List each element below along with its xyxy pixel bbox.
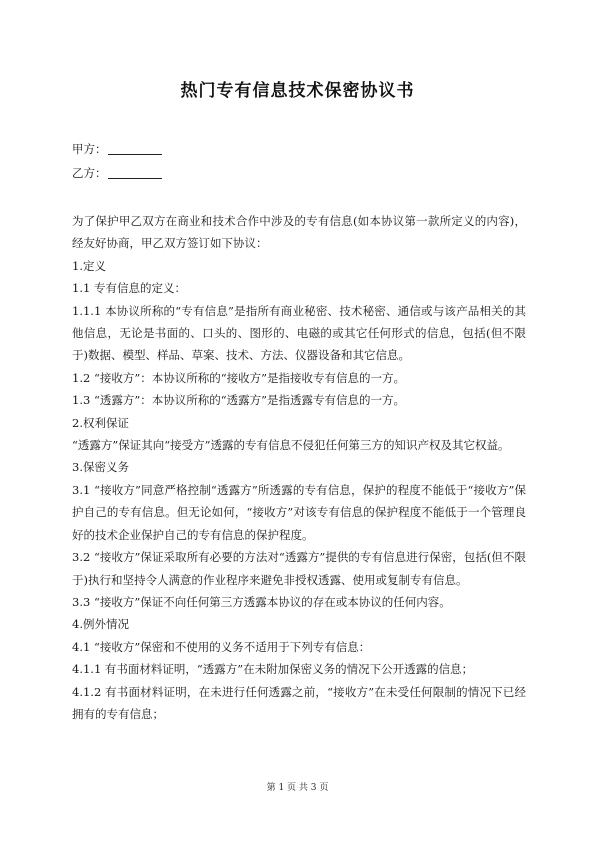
paragraph: 4.1 “接收方”保密和不使用的义务不适用于下列专有信息： (72, 639, 371, 654)
page-footer: 第 1 页 共 3 页 (266, 783, 329, 793)
party-a-blank (108, 143, 162, 155)
paragraph: 4.1.2 有书面材料证明，在未进行任何透露之前，“接收方”在未受任何限制的情况下已经拥有的专有信息； (72, 684, 526, 721)
paragraph: 3.2 “接收方”保证采取所有必要的方法对“透露方”提供的专有信息进行保密，包括(但不限于)执行和坚持令人满意的作业程序来避免非授权透露、使用或复制专有信息。 (72, 550, 526, 587)
section-heading: 1.定义 (72, 258, 106, 273)
paragraph: “透露方”保证其向“接受方”透露的专有信息不侵犯任何第三方的知识产权及其它权益。 (72, 438, 510, 453)
party-b-blank (108, 167, 162, 179)
document-title: 热门专有信息技术保密协议书 (180, 81, 415, 101)
party-a-label: 甲方： (72, 142, 107, 156)
section-heading: 3.保密义务 (72, 460, 129, 475)
paragraph: 为了保护甲乙双方在商业和技术合作中涉及的专有信息(如本协议第一款所定义的内容)，经友好协商，甲乙双方签订如下协议： (72, 214, 526, 251)
paragraph: 3.1 “接收方”同意严格控制“透露方”所透露的专有信息，保护的程度不能低于“接收方”保护自己的专有信息。但无论如何，“接收方”对该专有信息的保护程度不能低于一个管理良好的技术企业保护自己的专有信息的保护程度。 (72, 482, 526, 542)
paragraph: 1.3 “透露方”：本协议所称的“透露方”是指透露专有信息的一方。 (72, 393, 405, 408)
section-heading: 4.例外情况 (72, 617, 129, 632)
section-heading: 2.权利保证 (72, 415, 129, 430)
party-b-line (72, 165, 162, 181)
paragraph: 1.1.1 本协议所称的“专有信息”是指所有商业秘密、技术秘密、通信或与该产品相关的其他信息，无论是书面的、口头的、图形的、电磁的或其它任何形式的信息，包括(但不限于)数据、模型、样品、草案、技术、方法、仪器设备和其它信息。 (72, 303, 526, 363)
paragraph: 1.1 专有信息的定义： (72, 281, 186, 296)
party-b-label: 乙方： (72, 166, 107, 180)
document-body (72, 210, 526, 725)
paragraph: 1.2 “接收方”：本协议所称的“接收方”是指接收专有信息的一方。 (72, 370, 405, 385)
paragraph: 4.1.1 有书面材料证明，“透露方”在未附加保密义务的情况下公开透露的信息； (72, 662, 474, 677)
paragraph: 3.3 “接收方”保证不向任何第三方透露本协议的存在或本协议的任何内容。 (72, 594, 451, 609)
party-a-line (72, 141, 162, 157)
